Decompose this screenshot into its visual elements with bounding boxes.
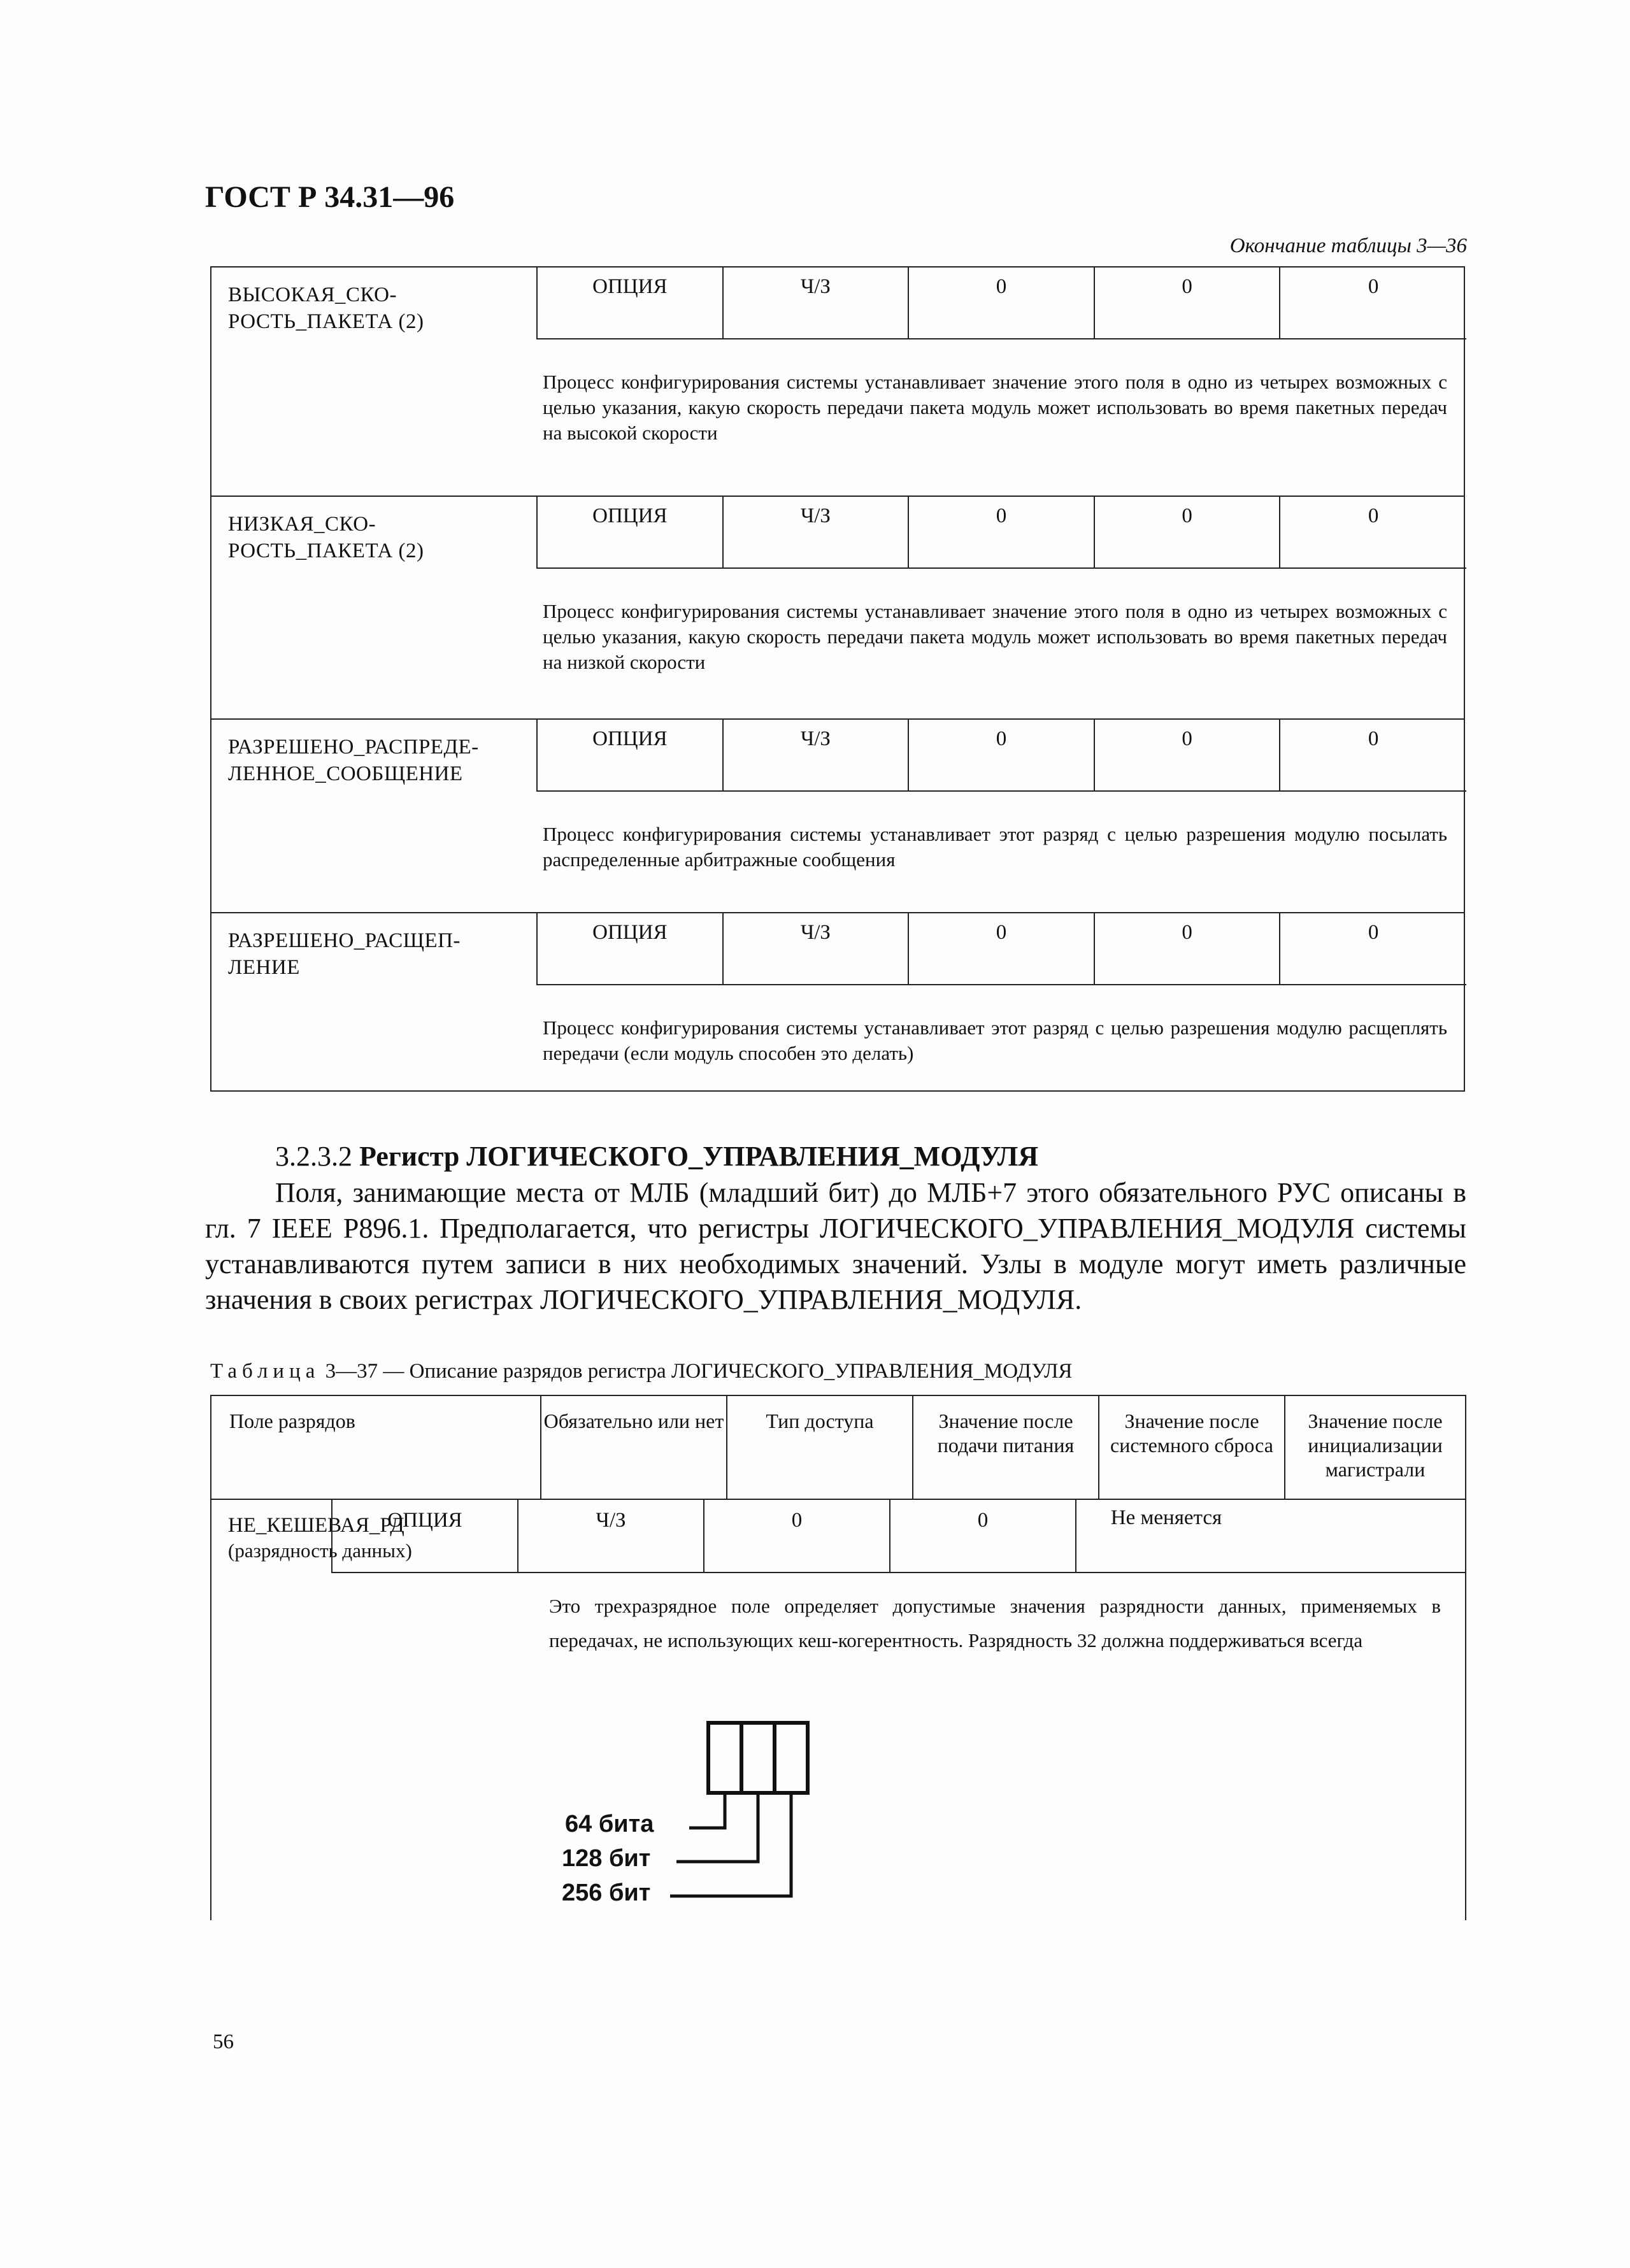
- header-required: Обязательно или нет: [541, 1396, 727, 1499]
- row-power-on: 0: [909, 718, 1095, 790]
- row-required: ОПЦИЯ: [538, 912, 724, 984]
- table-continuation-note: Окончание таблицы 3—36: [1229, 234, 1467, 257]
- row-value-cells: [536, 496, 1466, 569]
- row-field-name-line1: РАЗРЕШЕНО_РАСПРЕДЕ-: [228, 736, 479, 759]
- section-body-text: Поля, занимающие места от МЛБ (младший бит) до МЛБ+7 этого обязательного РУС описаны в гл. 7 IEEE P896.1. Предполагается, что регистры ЛОГИЧЕСКОГО_УПРАВЛЕНИЯ_МОДУЛЯ системы устанавливаются путем записи в них необходимых значений. Узлы в модуле могут иметь различные значения в своих регистрах ЛОГИЧЕСКОГО_УПРАВЛЕНИЯ_МОДУЛЯ.: [205, 1177, 1466, 1315]
- table-3-37-caption: [210, 1360, 1072, 1383]
- row-system-reset: 0: [890, 1500, 1076, 1572]
- row-field-name-line1: РАЗРЕШЕНО_РАСЩЕП-: [228, 929, 461, 952]
- header-bus-init: Значение после инициализации магистрали: [1308, 1409, 1443, 1481]
- row-bus-init: Не меняется: [1110, 1506, 1222, 1529]
- row-field-name: [228, 927, 461, 981]
- table-3-37-row-values: [331, 1500, 1466, 1573]
- header-system-reset: Значение после системного сброса: [1099, 1396, 1285, 1499]
- table-row: [210, 496, 1465, 718]
- table-3-37-header: [210, 1395, 1466, 1500]
- table-row: [210, 912, 1465, 1092]
- row-required: ОПЦИЯ: [538, 718, 724, 790]
- row-field-name: [228, 734, 479, 787]
- row-description: Процесс конфигурирования системы устанавливает этот разряд с целью разрешения модулю посылать распределенные арбитражные сообщения: [543, 823, 1447, 871]
- bit-cell-2: [741, 1723, 775, 1793]
- row-power-on: 0: [909, 912, 1095, 984]
- row-access: Ч/З: [724, 496, 910, 567]
- section-title-prefix: Регистр: [359, 1141, 460, 1172]
- row-bus-init: 0: [1368, 921, 1379, 944]
- bit-width-diagram: [651, 1716, 919, 1920]
- row-access: Ч/З: [518, 1500, 704, 1572]
- bit-cell-3: [775, 1723, 808, 1793]
- header-access: Тип доступа: [727, 1396, 913, 1499]
- section-heading: [275, 1140, 1038, 1173]
- row-field-name-line1: НЕ_КЕШЕВАЯ_РД: [228, 1514, 404, 1537]
- row-field-name: [228, 511, 424, 564]
- bit-label-128: 128 бит: [562, 1845, 651, 1872]
- row-field-name-line1: ВЫСОКАЯ_СКО-: [228, 283, 397, 306]
- bit-cell-1: [708, 1723, 741, 1793]
- row-field-name-line1: НИЗКАЯ_СКО-: [228, 513, 376, 536]
- row-power-on: 0: [704, 1500, 890, 1572]
- row-field-name-line2: РОСТЬ_ПАКЕТА (2): [228, 310, 424, 333]
- row-field-name-line2: ЛЕННОЕ_СООБЩЕНИЕ: [228, 762, 463, 785]
- row-description: Процесс конфигурирования системы устанавливает значение этого поля в одно из четырех возможных с целью указания, какую скорость передачи пакета модуль может использовать во время пакетных передач на низкой скорости: [543, 600, 1447, 673]
- table-caption-word: Таблица: [210, 1360, 320, 1383]
- bit-label-256: 256 бит: [562, 1879, 651, 1906]
- table-row: [210, 266, 1465, 496]
- row-value-cells: [536, 912, 1466, 985]
- row-description: Это трехразрядное поле определяет допустимые значения разрядности данных, применяемых в передачах, не использующих кеш-когерентность. Разрядность 32 должна поддерживаться всегда: [549, 1595, 1441, 1651]
- row-power-on: 0: [909, 496, 1095, 567]
- row-bus-init: 0: [1368, 275, 1379, 298]
- row-field-name-line2: ЛЕНИЕ: [228, 956, 300, 979]
- row-required: ОПЦИЯ: [332, 1500, 518, 1572]
- bit-leader-256: [670, 1793, 791, 1896]
- row-description: Процесс конфигурирования системы устанавливает этот разряд с целью разрешения модулю расщеплять передачи (если модуль способен это делать): [543, 1016, 1447, 1064]
- row-system-reset: 0: [1095, 266, 1281, 338]
- header-power-on: Значение после подачи питания: [913, 1396, 1099, 1499]
- row-required: ОПЦИЯ: [538, 266, 724, 338]
- section-title-name: ЛОГИЧЕСКОГО_УПРАВЛЕНИЯ_МОДУЛЯ: [466, 1141, 1039, 1172]
- row-required: ОПЦИЯ: [538, 496, 724, 567]
- table-row: [210, 718, 1465, 912]
- table-caption-rest: 3—37 — Описание разрядов регистра ЛОГИЧЕСКОГО_УПРАВЛЕНИЯ_МОДУЛЯ: [325, 1360, 1073, 1383]
- section-number: 3.2.3.2: [275, 1141, 352, 1172]
- row-access: Ч/З: [724, 266, 910, 338]
- row-power-on: 0: [909, 266, 1095, 338]
- bit-leader-64: [689, 1793, 725, 1828]
- row-bus-init: 0: [1368, 727, 1379, 750]
- document-code: ГОСТ Р 34.31—96: [205, 180, 455, 214]
- row-access: Ч/З: [724, 718, 910, 790]
- row-bus-init: 0: [1368, 504, 1379, 527]
- row-field-name-line2: (разрядность данных): [228, 1539, 412, 1562]
- row-field-name-line2: РОСТЬ_ПАКЕТА (2): [228, 539, 424, 562]
- row-field-name: [228, 282, 424, 335]
- page-number: 56: [213, 2030, 234, 2053]
- row-value-cells: [536, 266, 1466, 339]
- header-field: Поле разрядов: [211, 1396, 541, 1499]
- row-system-reset: 0: [1095, 496, 1281, 567]
- row-description: Процесс конфигурирования системы устанавливает значение этого поля в одно из четырех возможных с целью указания, какую скорость передачи пакета модуль может использовать во время пакетных передач на высокой скорости: [543, 371, 1447, 444]
- row-value-cells: [536, 718, 1466, 792]
- bit-label-64: 64 бита: [565, 1811, 654, 1837]
- row-system-reset: 0: [1095, 718, 1281, 790]
- row-system-reset: 0: [1095, 912, 1281, 984]
- row-access: Ч/З: [724, 912, 910, 984]
